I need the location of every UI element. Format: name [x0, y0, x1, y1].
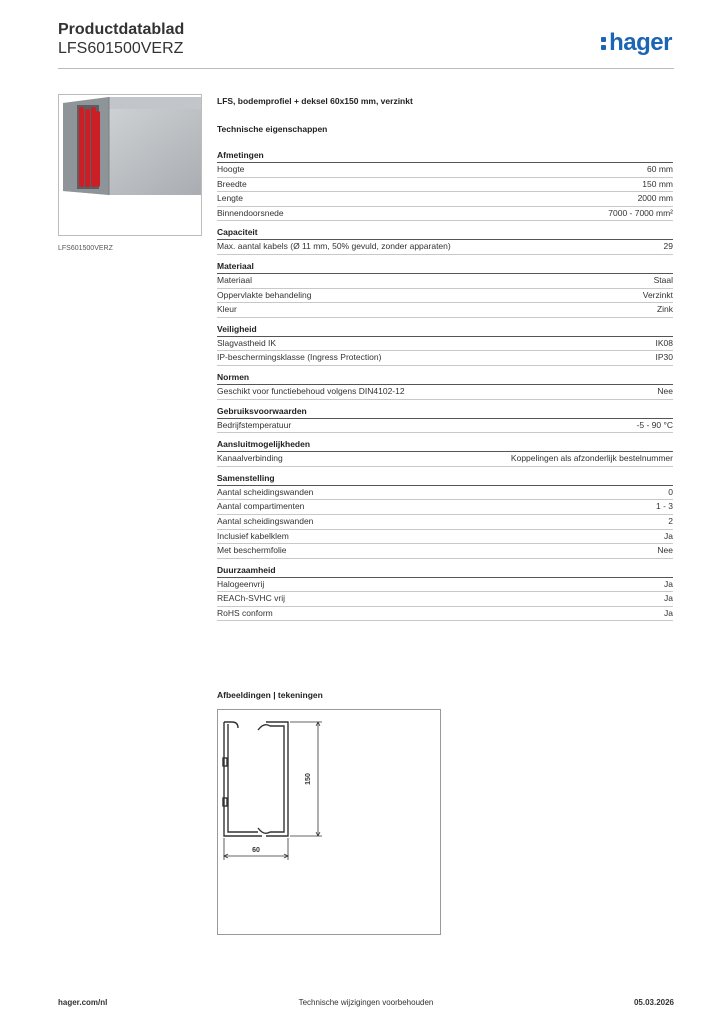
- spec-value: IP30: [655, 352, 673, 363]
- photo-caption: LFS601500VERZ: [58, 245, 113, 252]
- spec-section: [217, 473, 673, 559]
- profile-drawing-icon: [218, 710, 440, 934]
- spec-value: Zink: [656, 304, 673, 315]
- spec-label: Lengte: [217, 193, 243, 204]
- spec-value: 2000 mm: [637, 193, 673, 204]
- header-divider: [58, 68, 674, 69]
- spec-section: [217, 324, 673, 366]
- spec-label: REACh-SVHC vrij: [217, 593, 286, 604]
- spec-row: [217, 289, 673, 304]
- spec-sections: [217, 150, 673, 621]
- spec-row: [217, 303, 673, 318]
- spec-label: IP-beschermingsklasse (Ingress Protection): [217, 352, 382, 363]
- page-header: [58, 20, 674, 58]
- spec-label: Met beschermfolie: [217, 545, 287, 556]
- section-title: Duurzaamheid: [217, 565, 673, 578]
- spec-label: Slagvastheid IK: [217, 337, 277, 348]
- section-title: Materiaal: [217, 261, 673, 274]
- spec-section: [217, 261, 673, 318]
- spec-value: Nee: [657, 385, 673, 396]
- spec-row: [217, 274, 673, 289]
- section-title: Veiligheid: [217, 324, 673, 337]
- spec-value: 60 mm: [647, 164, 673, 174]
- spec-value: Ja: [664, 607, 673, 618]
- spec-row: [217, 385, 673, 400]
- width-dimension-label: 60: [252, 847, 260, 854]
- spec-label: Kanaalverbinding: [217, 453, 283, 464]
- spec-label: Binnendoorsnede: [217, 207, 284, 218]
- spec-row: [217, 530, 673, 545]
- logo-dots-icon: [601, 34, 606, 50]
- spec-value: 1 - 3: [655, 501, 673, 512]
- spec-row: [217, 240, 673, 255]
- spec-row: [217, 178, 673, 193]
- spec-label: Kleur: [217, 304, 237, 315]
- footer-date: 05.03.2026: [633, 998, 674, 1007]
- spec-value: IK08: [655, 337, 673, 348]
- spec-section: [217, 406, 673, 434]
- spec-value: 2: [668, 515, 673, 526]
- spec-label: Inclusief kabelklem: [217, 530, 289, 541]
- spec-value: Ja: [664, 530, 673, 541]
- spec-value: 7000 - 7000 mm²: [608, 207, 673, 218]
- spec-section: [217, 372, 673, 400]
- technical-drawing: [217, 709, 441, 935]
- spec-value: Verzinkt: [642, 289, 673, 300]
- cable-trunking-photo-icon: [59, 95, 201, 235]
- logo-text: hager: [609, 29, 672, 56]
- spec-label: Materiaal: [217, 274, 252, 285]
- spec-row: [217, 592, 673, 607]
- section-title: Normen: [217, 372, 673, 385]
- spec-row: [217, 544, 673, 559]
- spec-label: Max. aantal kabels (Ø 11 mm, 50% gevuld, zonder apparaten): [217, 241, 451, 252]
- section-title: Capaciteit: [217, 227, 673, 240]
- spec-label: Bedrijfstemperatuur: [217, 419, 292, 430]
- section-title: Gebruiksvoorwaarden: [217, 406, 673, 419]
- spec-row: [217, 515, 673, 530]
- spec-value: Ja: [664, 578, 673, 589]
- spec-row: [217, 607, 673, 622]
- product-code: LFS601500VERZ: [58, 40, 184, 57]
- spec-value: Staal: [653, 274, 673, 285]
- spec-row: [217, 578, 673, 593]
- spec-row: [217, 163, 673, 178]
- spec-row: [217, 452, 673, 467]
- spec-value: -5 - 90 °C: [636, 419, 673, 430]
- spec-label: Breedte: [217, 178, 247, 189]
- spec-value: 0: [668, 486, 673, 497]
- spec-label: Aantal compartimenten: [217, 501, 305, 512]
- spec-row: [217, 207, 673, 222]
- section-title: Aansluitmogelijkheden: [217, 439, 673, 452]
- spec-label: Halogeenvrij: [217, 578, 265, 589]
- spec-value: Ja: [664, 593, 673, 604]
- tech-title: Technische eigenschappen: [217, 124, 328, 134]
- spec-value: Koppelingen als afzonderlijk bestelnummer: [510, 453, 673, 464]
- footer-disclaimer: Technische wijzigingen voorbehouden: [298, 998, 434, 1007]
- spec-row: [217, 486, 673, 501]
- spec-label: Hoogte: [217, 164, 245, 174]
- product-description: LFS, bodemprofiel + deksel 60x150 mm, verzinkt: [217, 96, 413, 106]
- footer-website: hager.com/nl: [58, 998, 108, 1007]
- section-title: Samenstelling: [217, 473, 673, 486]
- technical-specs: [217, 96, 673, 621]
- spec-row: [217, 351, 673, 366]
- height-dimension-label: 150: [305, 773, 312, 785]
- spec-row: [217, 192, 673, 207]
- spec-section: [217, 150, 673, 221]
- spec-value: 29: [663, 241, 673, 252]
- spec-label: Geschikt voor functiebehoud volgens DIN4102-12: [217, 385, 405, 396]
- spec-label: Aantal scheidingswanden: [217, 486, 314, 497]
- spec-value: 150 mm: [642, 178, 673, 189]
- section-title: Afmetingen: [217, 150, 673, 163]
- spec-section: [217, 227, 673, 255]
- hager-logo: [601, 29, 672, 57]
- spec-row: [217, 500, 673, 515]
- spec-row: [217, 337, 673, 352]
- spec-label: RoHS conform: [217, 607, 273, 618]
- spec-label: Oppervlakte behandeling: [217, 289, 312, 300]
- spec-row: [217, 419, 673, 434]
- images-title: Afbeeldingen | tekeningen: [217, 690, 323, 700]
- spec-label: Aantal scheidingswanden: [217, 515, 314, 526]
- spec-value: Nee: [657, 545, 673, 556]
- product-photo: [58, 94, 202, 236]
- document-title: Productdatablad: [58, 21, 185, 38]
- spec-section: [217, 565, 673, 622]
- spec-section: [217, 439, 673, 467]
